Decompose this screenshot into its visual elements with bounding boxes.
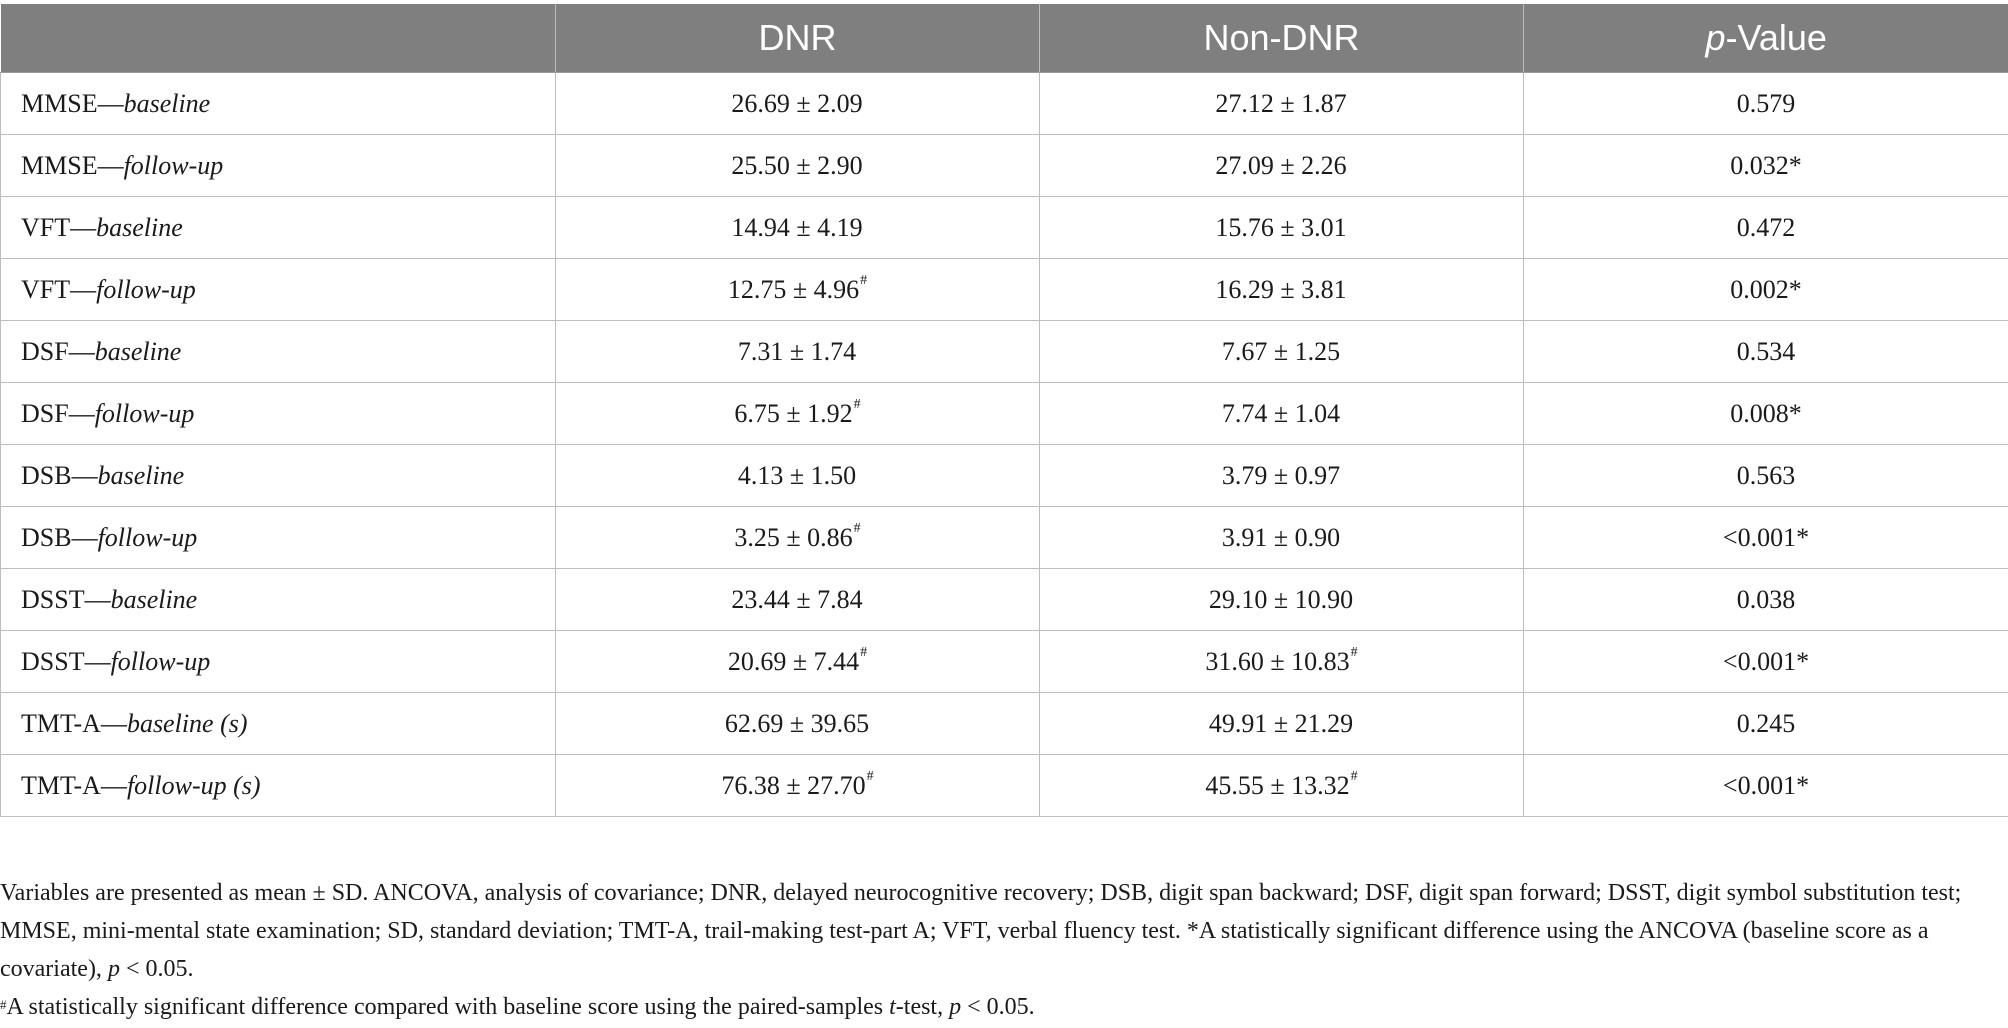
variable-phase: follow-up <box>110 646 211 676</box>
cell-p-value <box>1524 507 2008 569</box>
table-row <box>1 383 2008 445</box>
cell-dnr-value: 14.94 ± 4.19 <box>731 212 863 242</box>
footnote-hash <box>0 988 1990 1026</box>
variable-name: DSST— <box>21 584 111 614</box>
cell-p-value <box>1524 569 2008 631</box>
header-variable <box>1 4 556 73</box>
cell-non-dnr <box>1040 135 1524 197</box>
cell-p-value-value: 0.563 <box>1736 460 1796 490</box>
variable-name: DSF— <box>21 336 95 366</box>
cell-dnr-mark: # <box>853 396 861 412</box>
cell-non-dnr-value: 16.29 ± 3.81 <box>1215 274 1347 304</box>
cell-p-value-value: 0.579 <box>1736 88 1796 118</box>
results-table <box>0 4 2008 817</box>
table-row <box>1 631 2008 693</box>
cell-non-dnr <box>1040 383 1524 445</box>
cell-p-value-value: 0.002* <box>1730 274 1802 304</box>
cell-p-value-value: 0.038 <box>1736 584 1796 614</box>
table-row <box>1 569 2008 631</box>
table-footnotes <box>0 874 1990 1026</box>
cell-non-dnr-value: 7.67 ± 1.25 <box>1221 336 1341 366</box>
footnote2-t: t <box>889 994 896 1020</box>
cell-p-value <box>1524 135 2008 197</box>
cell-p-value <box>1524 383 2008 445</box>
header-p-italic: p <box>1705 17 1726 58</box>
variable-phase: baseline <box>110 584 198 614</box>
variable-phase: baseline <box>96 212 183 242</box>
cell-dnr <box>556 135 1040 197</box>
cell-dnr <box>556 569 1040 631</box>
variable-name: DSB— <box>21 460 98 490</box>
cell-variable <box>1 321 556 383</box>
variable-phase: follow-up <box>126 770 227 800</box>
table-row <box>1 755 2008 817</box>
cell-non-dnr <box>1040 569 1524 631</box>
cell-non-dnr-value: 15.76 ± 3.01 <box>1215 212 1347 242</box>
cell-p-value-value: 0.245 <box>1736 708 1796 738</box>
cell-p-value <box>1524 631 2008 693</box>
variable-unit: (s) <box>213 708 248 738</box>
cell-non-dnr-value: 29.10 ± 10.90 <box>1208 584 1354 614</box>
cell-dnr-mark: # <box>860 644 868 660</box>
cell-dnr <box>556 507 1040 569</box>
cell-p-value-value: 0.472 <box>1736 212 1796 242</box>
cell-variable <box>1 383 556 445</box>
cell-non-dnr-value: 3.79 ± 0.97 <box>1221 460 1341 490</box>
cell-p-value-value: <0.001* <box>1722 522 1810 552</box>
footnote2-text: A statistically significant difference compared with baseline score using the paired-samples <box>6 994 890 1020</box>
cell-non-dnr <box>1040 631 1524 693</box>
variable-phase: follow-up <box>123 150 224 180</box>
table-row <box>1 73 2008 135</box>
header-p-rest: -Value <box>1725 17 1827 58</box>
cell-dnr <box>556 445 1040 507</box>
footnote2-mark: # <box>0 997 7 1012</box>
cell-variable <box>1 135 556 197</box>
table-row <box>1 135 2008 197</box>
header-dnr: DNR <box>556 4 1040 73</box>
table-row <box>1 321 2008 383</box>
cell-non-dnr-value: 45.55 ± 13.32 <box>1205 770 1350 800</box>
cell-dnr-mark: # <box>853 520 861 536</box>
cell-non-dnr-value: 27.12 ± 1.87 <box>1215 88 1347 118</box>
variable-name: TMT-A— <box>21 708 127 738</box>
cell-p-value <box>1524 259 2008 321</box>
cell-variable <box>1 73 556 135</box>
variable-name: DSB— <box>21 522 98 552</box>
cell-variable <box>1 259 556 321</box>
cell-non-dnr-value: 7.74 ± 1.04 <box>1221 398 1341 428</box>
variable-name: DSST— <box>21 646 111 676</box>
cell-non-dnr <box>1040 507 1524 569</box>
table-body <box>1 73 2008 817</box>
variable-name: MMSE— <box>21 88 124 118</box>
cell-variable <box>1 507 556 569</box>
footnote1-p: p <box>107 956 120 982</box>
variable-phase: baseline <box>126 708 214 738</box>
cell-non-dnr <box>1040 321 1524 383</box>
cell-p-value <box>1524 693 2008 755</box>
variable-phase: baseline <box>94 336 182 366</box>
variable-phase: baseline <box>97 460 185 490</box>
cell-dnr <box>556 197 1040 259</box>
cell-dnr-value: 20.69 ± 7.44 <box>727 646 860 676</box>
cell-dnr <box>556 693 1040 755</box>
cell-dnr <box>556 631 1040 693</box>
footnote2-mid: -test, <box>895 994 950 1020</box>
cell-p-value <box>1524 197 2008 259</box>
table-header-row <box>1 4 2008 73</box>
cell-dnr-mark: # <box>866 768 874 784</box>
cell-non-dnr <box>1040 693 1524 755</box>
cell-dnr <box>556 383 1040 445</box>
cell-p-value-value: 0.008* <box>1730 398 1802 428</box>
cell-variable <box>1 693 556 755</box>
cell-dnr-value: 76.38 ± 27.70 <box>721 770 866 800</box>
cell-non-dnr-value: 31.60 ± 10.83 <box>1205 646 1350 676</box>
cell-non-dnr <box>1040 197 1524 259</box>
variable-unit: (s) <box>226 770 261 800</box>
cell-dnr-value: 25.50 ± 2.90 <box>731 150 863 180</box>
cell-dnr <box>556 73 1040 135</box>
variable-name: TMT-A— <box>21 770 127 800</box>
cell-p-value <box>1524 73 2008 135</box>
cell-dnr-value: 23.44 ± 7.84 <box>731 584 863 614</box>
variable-name: MMSE— <box>21 150 124 180</box>
cell-dnr-value: 26.69 ± 2.09 <box>731 88 863 118</box>
cell-variable <box>1 197 556 259</box>
cell-p-value <box>1524 445 2008 507</box>
cell-non-dnr-value: 27.09 ± 2.26 <box>1215 150 1347 180</box>
variable-name: VFT— <box>21 274 97 304</box>
variable-name: DSF— <box>21 398 95 428</box>
cell-variable <box>1 445 556 507</box>
variable-phase: follow-up <box>96 274 196 304</box>
cell-dnr-value: 6.75 ± 1.92 <box>734 398 853 428</box>
variable-name: VFT— <box>21 212 97 242</box>
footnote1-text: Variables are presented as mean ± SD. ANCOVA, analysis of covariance; DNR, delayed neurocognitive recovery; DSB, digit span backward; DSF, digit span forward; DSST, digit symbol substitution test; MMSE, mini-mental state examination; SD, standard deviation; TMT-A, trail-making test-part A; VFT, verbal fluency test. *A statistically significant difference using the ANCOVA (baseline score as a covariate), <box>0 880 1962 982</box>
cell-dnr-mark: # <box>860 272 868 288</box>
cell-variable <box>1 631 556 693</box>
footnote1-end: < 0.05. <box>119 956 194 982</box>
table-row <box>1 507 2008 569</box>
cell-non-dnr <box>1040 259 1524 321</box>
cell-p-value-value: <0.001* <box>1722 770 1810 800</box>
footnote2-p: p <box>949 994 962 1020</box>
table-row <box>1 693 2008 755</box>
cell-p-value-value: 0.032* <box>1730 150 1802 180</box>
cell-variable <box>1 755 556 817</box>
cell-dnr-value: 62.69 ± 39.65 <box>724 708 870 738</box>
cell-non-dnr-value: 3.91 ± 0.90 <box>1221 522 1341 552</box>
cell-non-dnr-mark: # <box>1350 644 1358 660</box>
cell-dnr-value: 7.31 ± 1.74 <box>737 336 857 366</box>
cell-p-value <box>1524 321 2008 383</box>
cell-dnr <box>556 321 1040 383</box>
cell-dnr <box>556 755 1040 817</box>
cell-p-value <box>1524 755 2008 817</box>
cell-dnr <box>556 259 1040 321</box>
table-row <box>1 197 2008 259</box>
footnote2-end: < 0.05. <box>961 994 1035 1020</box>
cell-dnr-value: 12.75 ± 4.96 <box>727 274 860 304</box>
variable-phase: follow-up <box>94 398 195 428</box>
header-p-value <box>1524 4 2008 73</box>
cell-non-dnr <box>1040 755 1524 817</box>
cell-non-dnr <box>1040 73 1524 135</box>
cell-p-value-value: <0.001* <box>1722 646 1810 676</box>
table-row <box>1 445 2008 507</box>
cell-variable <box>1 569 556 631</box>
cell-dnr-value: 3.25 ± 0.86 <box>734 522 853 552</box>
cell-non-dnr-value: 49.91 ± 21.29 <box>1208 708 1354 738</box>
cell-non-dnr <box>1040 445 1524 507</box>
header-non-dnr: Non-DNR <box>1040 4 1524 73</box>
variable-phase: follow-up <box>97 522 198 552</box>
cell-non-dnr-mark: # <box>1350 768 1358 784</box>
footnote-abbreviations <box>0 874 1990 988</box>
variable-phase: baseline <box>123 88 211 118</box>
cell-dnr-value: 4.13 ± 1.50 <box>737 460 857 490</box>
table-row <box>1 259 2008 321</box>
cell-p-value-value: 0.534 <box>1736 336 1796 366</box>
